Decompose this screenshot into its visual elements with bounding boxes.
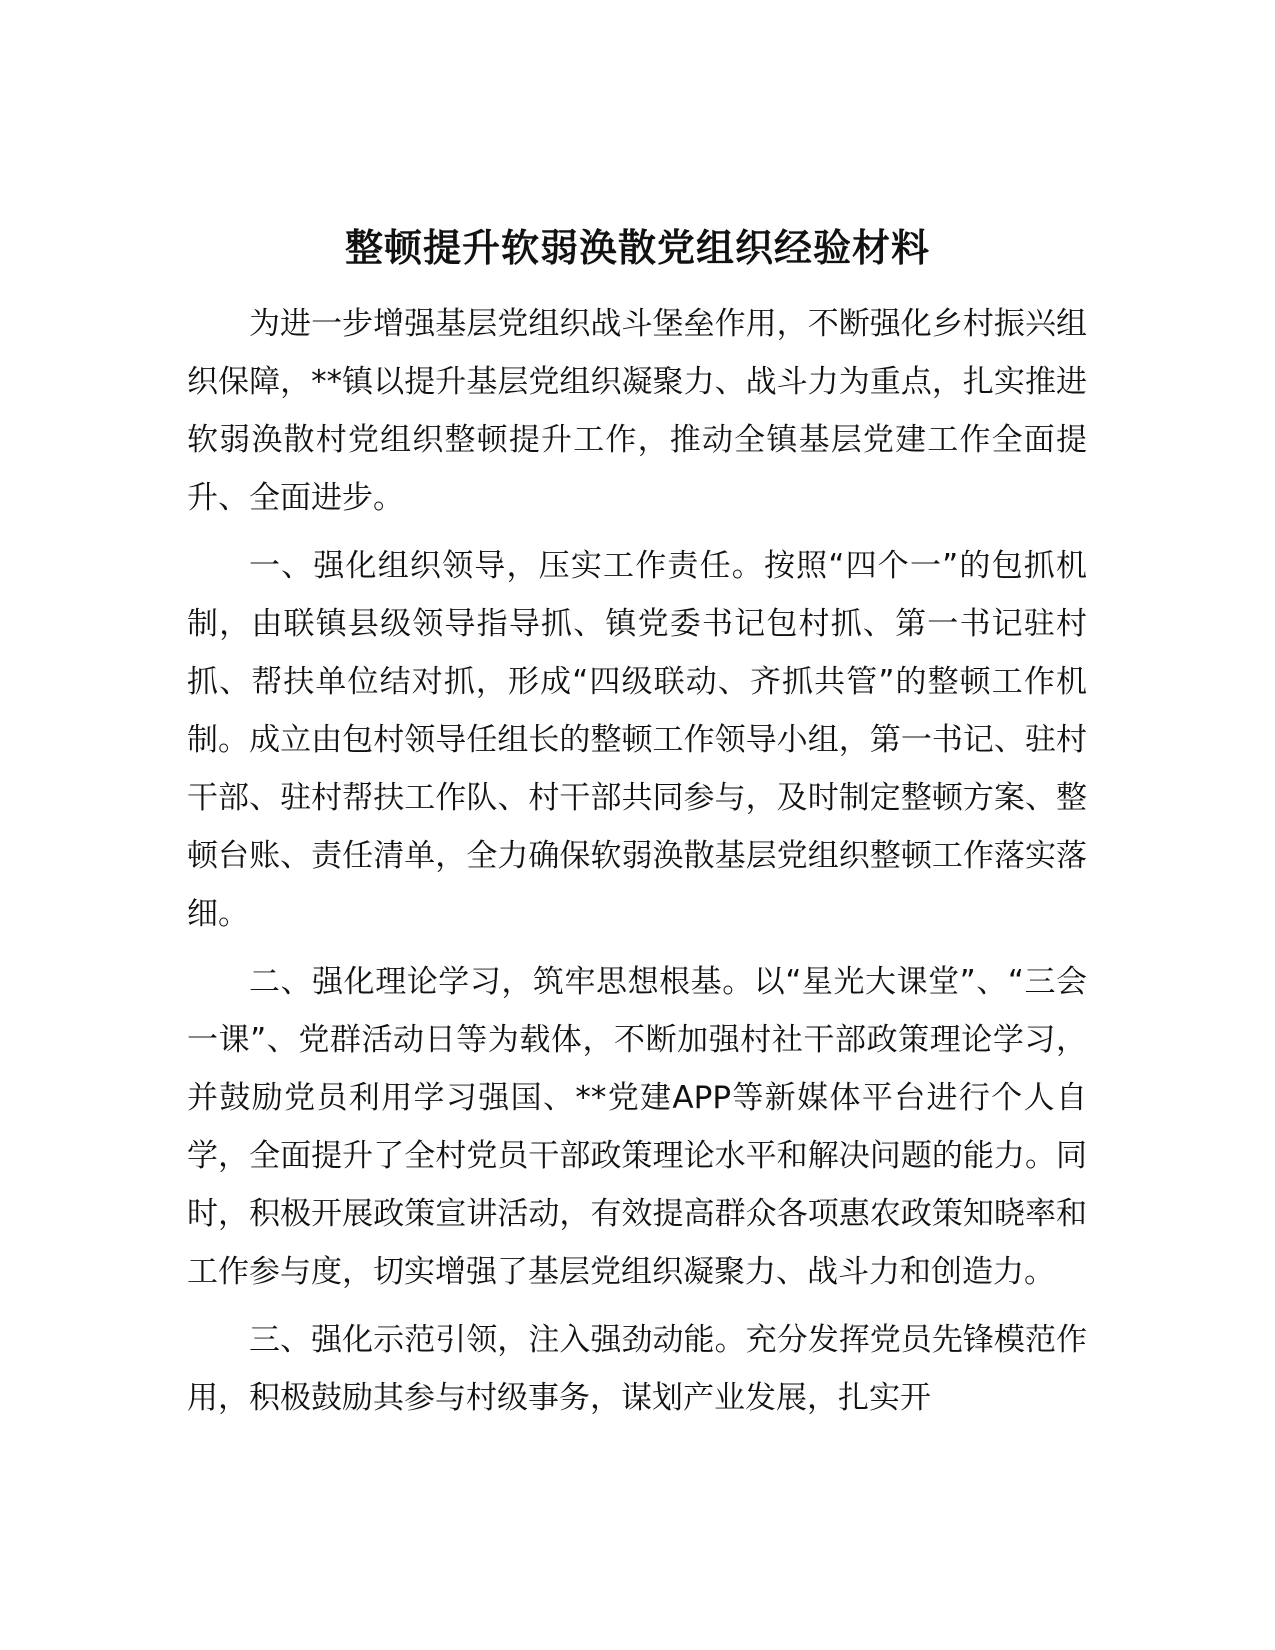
paragraph-intro: 为进一步增强基层党组织战斗堡垒作用，不断强化乡村振兴组织保障，**镇以提升基层党组织凝聚力、战斗力为重点，扎实推进软弱涣散村党组织整顿提升工作，推动全镇基层党建工作全面提升、全面进步。 xyxy=(187,306,1087,516)
paragraph-section-2: 二、强化理论学习，筑牢思想根基。以“星光大课堂”、“三会一课”、党群活动日等为载体，不断加强村社干部政策理论学习，并鼓励党员利用学习强国、**党建APP等新媒体平台进行个人自学，全面提升了全村党员干部政策理论水平和解决问题的能力。同时，积极开展政策宣讲活动，有效提高群众各项惠农政策知晓率和工作参与度，切实增强了基层党组织凝聚力、战斗力和创造力。 xyxy=(187,964,1087,1290)
document-title: 整顿提升软弱涣散党组织经验材料 xyxy=(344,226,930,270)
document-body xyxy=(187,295,1087,1437)
paragraph-section-3: 三、强化示范引领，注入强劲动能。充分发挥党员先锋模范作用，积极鼓励其参与村级事务，谋划产业发展，扎实开 xyxy=(187,1322,1087,1416)
paragraph-section-1: 一、强化组织领导，压实工作责任。按照“四个一”的包抓机制，由联镇县级领导指导抓、镇党委书记包村抓、第一书记驻村抓、帮扶单位结对抓，形成“四级联动、齐抓共管”的整顿工作机制。成立由包村领导任组长的整顿工作领导小组，第一书记、驻村干部、驻村帮扶工作队、村干部共同参与，及时制定整顿方案、整顿台账、责任清单，全力确保软弱涣散基层党组织整顿工作落实落细。 xyxy=(187,548,1087,932)
